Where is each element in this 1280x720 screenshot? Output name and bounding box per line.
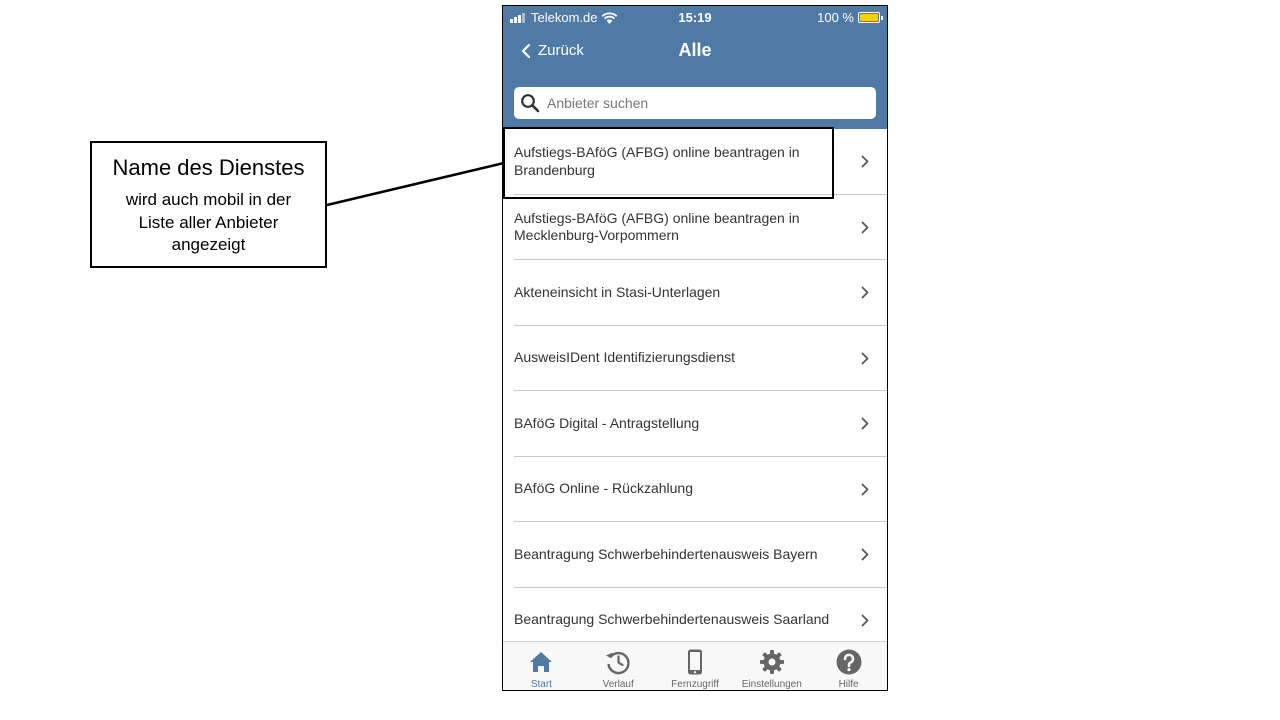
status-bar bbox=[503, 6, 887, 28]
tab-label: Fernzugriff bbox=[671, 679, 719, 690]
list-item-label: BAföG Digital - Antragstellung bbox=[514, 414, 700, 431]
chevron-right-icon bbox=[861, 155, 869, 168]
chevron-right-icon bbox=[861, 614, 869, 627]
list-item[interactable] bbox=[503, 457, 887, 523]
tab-label: Hilfe bbox=[838, 679, 859, 690]
list-item-label: Aufstiegs-BAföG (AFBG) online beantragen in Brandenburg bbox=[514, 144, 800, 178]
chevron-right-icon bbox=[861, 221, 869, 234]
list-item[interactable] bbox=[503, 260, 887, 326]
app-header bbox=[503, 6, 887, 129]
help-icon bbox=[835, 648, 863, 676]
battery-icon bbox=[858, 12, 880, 23]
tab-start[interactable] bbox=[503, 642, 580, 691]
status-right bbox=[817, 10, 880, 25]
chevron-right-icon bbox=[861, 417, 869, 430]
list-item[interactable] bbox=[503, 129, 887, 195]
list-item[interactable] bbox=[503, 326, 887, 392]
chevron-right-icon bbox=[861, 483, 869, 496]
tab-einstellungen[interactable] bbox=[733, 642, 810, 691]
history-icon bbox=[604, 648, 632, 676]
carrier-name: Telekom.de bbox=[531, 10, 598, 25]
tab-label: Einstellungen bbox=[741, 679, 802, 690]
phone-screen bbox=[502, 5, 888, 691]
gear-icon bbox=[758, 648, 786, 676]
tab-bar bbox=[503, 641, 887, 691]
callout-body: wird auch mobil in der Liste aller Anbieter angezeigt bbox=[125, 190, 292, 254]
search-bar[interactable] bbox=[514, 87, 876, 119]
status-time: 15:19 bbox=[678, 10, 712, 25]
list-item-label: Beantragung Schwerbehindertenausweis Saarland bbox=[514, 611, 830, 628]
smartphone-icon bbox=[681, 648, 709, 676]
list-item[interactable] bbox=[503, 195, 887, 261]
annotation-callout bbox=[90, 141, 327, 268]
battery-percent: 100 % bbox=[817, 10, 854, 25]
tab-verlauf[interactable] bbox=[580, 642, 657, 691]
search-input[interactable] bbox=[547, 95, 867, 111]
list-item-label: Aufstiegs-BAföG (AFBG) online beantragen in Mecklenburg-Vorpommern bbox=[514, 209, 800, 243]
chevron-right-icon bbox=[861, 352, 869, 365]
back-label: Zurück bbox=[538, 42, 584, 59]
chevron-right-icon bbox=[861, 548, 869, 561]
provider-list bbox=[503, 129, 887, 641]
list-item-label: BAföG Online - Rückzahlung bbox=[514, 480, 693, 497]
list-item-label: Beantragung Schwerbehindertenausweis Bayern bbox=[514, 545, 818, 562]
list-item[interactable] bbox=[503, 522, 887, 588]
search-icon bbox=[520, 93, 540, 113]
chevron-right-icon bbox=[861, 286, 869, 299]
home-icon bbox=[527, 648, 555, 676]
tab-label: Start bbox=[530, 679, 552, 690]
tab-fernzugriff[interactable] bbox=[657, 642, 734, 691]
page-title: Alle bbox=[678, 40, 712, 60]
list-item-label: AusweisIDent Identifizierungsdienst bbox=[514, 349, 736, 366]
list-item[interactable] bbox=[503, 391, 887, 457]
list-item-label: Akteneinsicht in Stasi-Unterlagen bbox=[514, 283, 721, 300]
tab-label: Verlauf bbox=[602, 679, 634, 690]
navigation-bar bbox=[503, 34, 887, 70]
callout-title: Name des Dienstes bbox=[112, 155, 305, 180]
list-item[interactable] bbox=[503, 588, 887, 642]
tab-hilfe[interactable] bbox=[810, 642, 887, 691]
